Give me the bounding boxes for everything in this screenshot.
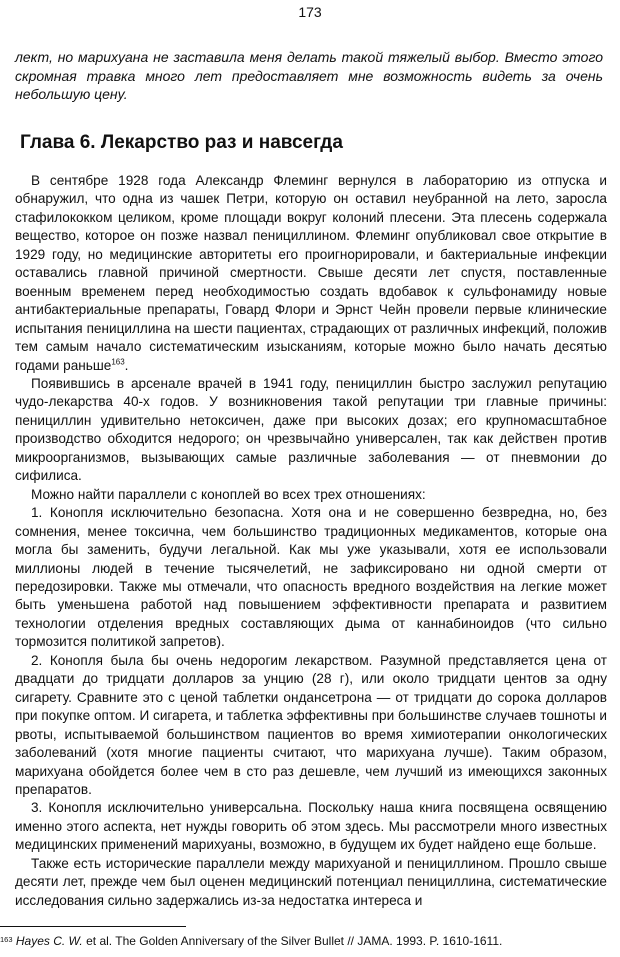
paragraph-point-1: 1. Конопля исключительно безопасна. Хотя она и не совершенно безвредна, но, без сомнения, менее токсична, чем большинство традиционных медикаментов, которые она могла бы заменить, будучи легальной. Как мы уже указывали, хотя ее использовали миллионы людей в течение тысячелетий, не зафиксировано ни одной смерти от передозировки. Также мы отмечали, что опасность вредного воздействия на легкие может быть уменьшена работой над повышением эффективности препарата и развитием технологии отделения вредных составляющих дыма от каннабиноидов (что сильно тормозится политикой запретов). bbox=[15, 505, 607, 650]
paragraph-point-2: 2. Конопля была бы очень недорогим лекарством. Разумной представляется цена от двадцати до тридцати долларов за унцию (28 г), или около тридцати центов за одну сигарету. Сравните это с ценой таблетки ондансетрона — от тридцати до сорока долларов при покупке оптом. И сигарета, и таблетка эффективны при большинстве случаев тошноты и рвоты, испытываемой большинством пациентов во время химиотерапии онкологических заболеваний (хотя многие пациенты считают, что марихуана лучше). Таким образом, марихуана обойдется более чем в сто раз дешевле, чем лучший из имеющихся законных препаратов. bbox=[15, 652, 607, 797]
footnote-marker: 163 bbox=[0, 935, 13, 944]
paragraph-parallels: Можно найти параллели с коноплей во всех трех отношениях: bbox=[31, 486, 426, 502]
paragraph-point-3: 3. Конопля исключительно универсальна. Поскольку наша книга посвящена освящению именно этого аспекта, нет нужды говорить об этом здесь. Мы рассмотрели много известных медицинских применений марихуаны, возможно, в будущем их будет найдено еще больше. bbox=[15, 800, 607, 853]
chapter-body bbox=[15, 172, 607, 910]
paragraph-text: В сентябре 1928 года Александр Флеминг вернулся в лабораторию из отпуска и обнаружил, что одна из чашек Петри, которую он оставил неубранной на лето, заросла стафилококком целиком, кроме площади вокруг колоний плесени. Эта плесень содержала вещество, которое он позже назвал пенициллином. Флеминг опубликовал свое открытие в 1929 году, но медицинские авторитеты его проигнорировали, и бактериальные инфекции оставались главной причиной смертности. Свыше десяти лет спустя, поставленные военным временем перед необходимостью создать вдобавок к сульфонамиду новые антибактериальные препараты, Говард Флори и Эрнст Чейн провели первые клинические испытания пенициллина на шести пациентах, страдающих от различных инфекций, положив тем самым начало систематическим изысканиям, которые можно было начать десятью годами раньше bbox=[15, 173, 607, 373]
intro-paragraph: лект, но марихуана не заставила меня делать такой тяжелый выбор. Вместо этого скромная травка много лет предоставляет мне возможность видеть за очень небольшую цену. bbox=[15, 49, 603, 102]
footnote-text: et al. The Golden Anniversary of the Silver Bullet // JAMA. 1993. P. 1610-1611. bbox=[82, 934, 503, 948]
chapter-title: Глава 6. Лекарство раз и навсегда bbox=[20, 132, 343, 153]
paragraph-historical: Также есть исторические параллели между марихуаной и пенициллином. Прошло свыше десяти лет, прежде чем был оценен медицинский потенциал пенициллина, систематические исследования сильно задержались из-за недостатка интереса и bbox=[15, 855, 607, 908]
paragraph-end: . bbox=[124, 357, 129, 373]
footnote-reference[interactable]: 163 bbox=[111, 357, 125, 366]
footnote bbox=[0, 934, 620, 949]
paragraph-fleming bbox=[15, 172, 607, 375]
page-number: 173 bbox=[298, 4, 322, 20]
footnote-divider bbox=[0, 926, 186, 927]
paragraph-penicillin-reputation: Появившись в арсенале врачей в 1941 году, пенициллин быстро заслужил репутацию чудо-лекарства 40-х годов. У возникновения такой репутации три главные причины: пенициллин удивительно нетоксичен, даже при высоких дозах; его крупномасштабное производство обходится недорого; он чрезвычайно универсален, так как действен против микроорганизмов, вызывающих самые различные заболевания — от пневмонии до сифилиса. bbox=[15, 375, 607, 484]
footnote-author: Hayes C. W. bbox=[15, 934, 83, 948]
